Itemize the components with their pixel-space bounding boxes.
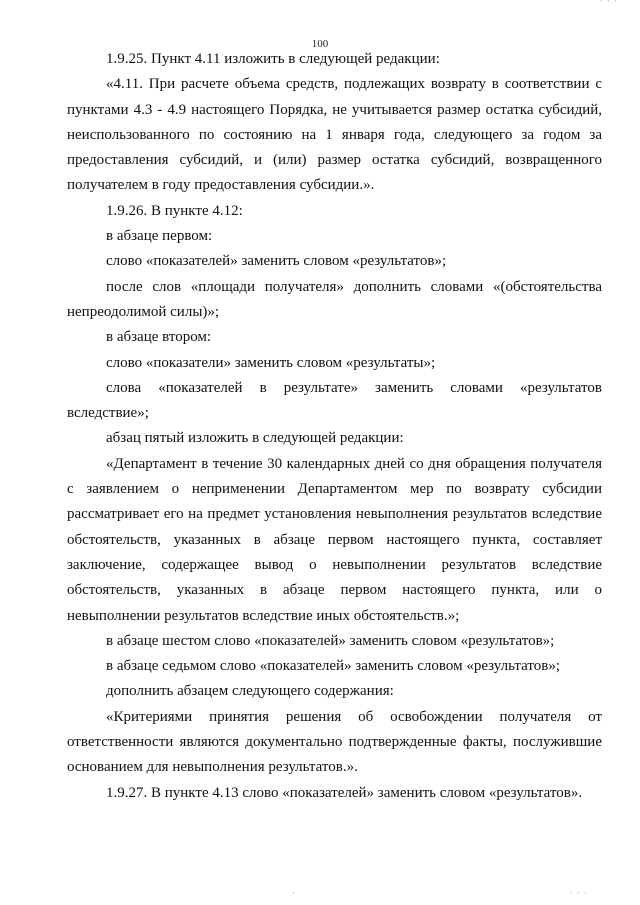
scan-mark-top: · · ·	[599, 0, 618, 6]
paragraph-replace-v-rezultate: слова «показателей в результате» заменить словами «результатов вследствие»;	[67, 379, 602, 422]
paragraph-1-9-26: 1.9.26. В пункте 4.12:	[106, 202, 243, 219]
paragraph-second-abzac: в абзаце втором:	[106, 329, 212, 346]
paragraph-department-text: «Департамент в течение 30 календарных дней со дня обращения получателя с заявлением о неприменении Департаментом мер по возврату субсидии рассматривает его на предмет установления невыполнения результатов вследствие обстоятельств, указанных в абзаце первом настоящего пункта, составляет заключение, содержащее вывод о невыполнении результатов вследствие обстоятельств, указанных в абзаце первом настоящего пункта, или о невыполнении результатов вследствие иных обстоятельств.»;	[67, 455, 602, 624]
paragraph-replace-pokazateley: слово «показателей» заменить словом «результатов»;	[106, 253, 447, 270]
paragraph-seventh-abzac: в абзаце седьмом слово «показателей» заменить словом «результатов»;	[106, 658, 560, 675]
page-number: 100	[311, 38, 329, 50]
paragraph-4-11-text: «4.11. При расчете объема средств, подлежащих возврату в соответствии с пунктами 4.3 - 4.9 настоящего Порядка, не учитывается размер остатка субсидий, неиспользованного по состоянию на 1 января года, следующего за годом за предоставления субсидий, и (или) размер остатка субсидий, возвращенного получателем в году предоставления субсидии.».	[67, 76, 602, 194]
paragraph-criteria-text: «Критериями принятия решения об освобождении получателя от ответственности являются документально подтвержденные факты, послужившие основанием для невыполнения результатов.».	[67, 708, 602, 776]
paragraph-fifth-abzac: абзац пятый изложить в следующей редакции:	[106, 430, 404, 447]
scan-mark-bottom-center: ·	[292, 888, 296, 898]
paragraph-first-abzac: в абзаце первом:	[106, 228, 213, 245]
paragraph-add-force-majeure: после слов «площади получателя» дополнить словами «(обстоятельства непреодолимой силы)»;	[67, 278, 602, 320]
paragraph-replace-pokazateli: слово «показатели» заменить словом «результаты»;	[106, 354, 436, 371]
paragraph-sixth-abzac: в абзаце шестом слово «показателей» заменить словом «результатов»;	[106, 632, 555, 649]
paragraph-1-9-25: 1.9.25. Пункт 4.11 изложить в следующей редакции:	[106, 51, 440, 67]
document-body	[67, 47, 602, 806]
paragraph-1-9-27: 1.9.27. В пункте 4.13 слово «показателей» заменить словом «результатов».	[106, 784, 583, 801]
paragraph-add-abzac: дополнить абзацем следующего содержания:	[106, 683, 394, 700]
scan-mark-bottom-right: · · ·	[569, 888, 588, 898]
